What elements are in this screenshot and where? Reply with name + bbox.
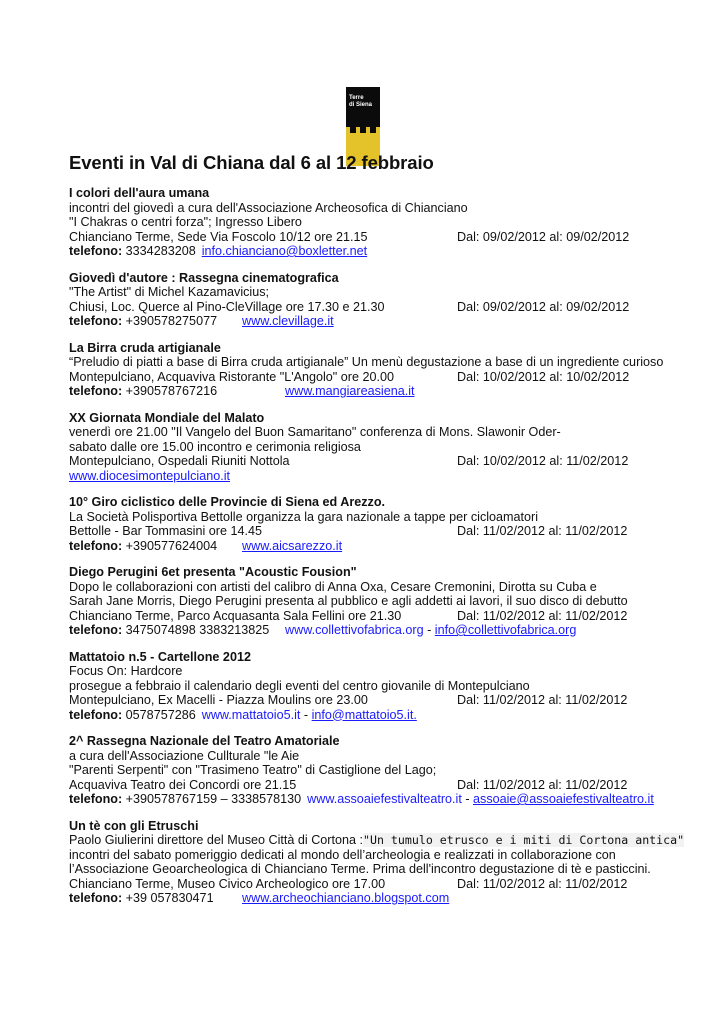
- event-link[interactable]: www.mattatoio5.it: [201, 707, 301, 722]
- event-item: [69, 186, 669, 259]
- event-title: Mattatoio n.5 - Cartellone 2012: [69, 649, 251, 664]
- link-separator: -: [423, 623, 435, 637]
- description-quote: "Un tumulo etrusco e i miti di Cortona antica": [363, 833, 685, 847]
- event-dates: Dal: 11/02/2012 al: 11/02/2012: [457, 777, 628, 792]
- phone-number: 0578757286: [125, 707, 196, 722]
- event-location: Chianciano Terme, Sede Via Foscolo 10/12 ore 21.15: [69, 229, 368, 244]
- event-location: Montepulciano, Ospedali Riuniti Nottola: [69, 454, 290, 468]
- phone-label: telefono:: [69, 623, 123, 637]
- event-location: Montepulciano, Ex Macelli - Piazza Moulins ore 23.00: [69, 693, 368, 707]
- event-description-line: incontri del giovedì a cura dell'Associazione Archeosofica di Chianciano: [69, 200, 468, 215]
- event-item: [69, 411, 669, 484]
- event-contact-line: [69, 314, 669, 329]
- event-description-line: Focus On: Hardcore: [69, 664, 183, 678]
- event-item: [69, 495, 669, 553]
- event-location-line: [69, 609, 669, 624]
- phone-number: +390577624004: [125, 538, 218, 553]
- event-description-line: prosegue a febbraio il calendario degli eventi del centro giovanile di Montepulciano: [69, 678, 530, 693]
- event-description-line: l’Associazione Geoarcheologica di Chianciano Terme. Prima dell'incontro degustazione di tè e pasticcini.: [69, 862, 651, 876]
- event-dates: Dal: 10/02/2012 al: 11/02/2012: [457, 454, 629, 468]
- event-title: XX Giornata Mondiale del Malato: [69, 410, 265, 425]
- event-link[interactable]: assoaie@assoaiefestivalteatro.it: [473, 792, 654, 806]
- event-location: Montepulciano, Acquaviva Ristorante "L'Angolo" ore 20.00: [69, 369, 394, 384]
- event-contact-line: [69, 708, 669, 723]
- event-contact-line: [69, 469, 669, 484]
- phone-label: telefono:: [69, 891, 123, 905]
- phone-number: +390578275077: [125, 314, 218, 328]
- event-dates: Dal: 11/02/2012 al: 11/02/2012: [457, 608, 628, 623]
- event-description-line: [69, 833, 685, 848]
- event-dates: Dal: 09/02/2012 al: 09/02/2012: [457, 229, 630, 244]
- link-separator: -: [300, 707, 312, 722]
- event-description-line: “Preludio di piatti a base di Birra cruda artigianale” Un menù degustazione a base di un ingrediente curioso: [69, 355, 664, 369]
- event-list: [69, 186, 685, 918]
- event-location: Chiusi, Loc. Querce al Pino-CleVillage ore 17.30 e 21.30: [69, 299, 385, 314]
- event-link[interactable]: www.diocesimontepulciano.it: [69, 468, 231, 483]
- event-link[interactable]: info@collettivofabrica.org: [434, 623, 577, 637]
- event-item: [69, 650, 669, 723]
- event-location: Bettolle - Bar Tommasini ore 14.45: [69, 524, 262, 538]
- description-text: Paolo Giulierini direttore del Museo Città di Cortona :: [69, 833, 363, 847]
- event-dates: Dal: 10/02/2012 al: 10/02/2012: [457, 369, 630, 384]
- event-dates: Dal: 09/02/2012 al: 09/02/2012: [457, 299, 630, 314]
- event-link[interactable]: info.chianciano@boxletter.net: [201, 244, 368, 258]
- event-title: 2^ Rassegna Nazionale del Teatro Amatoriale: [69, 734, 340, 748]
- event-link[interactable]: www.assoaiefestivalteatro.it: [307, 792, 462, 806]
- event-location-line: [69, 524, 669, 539]
- event-link[interactable]: www.clevillage.it: [242, 314, 334, 328]
- event-location-line: [69, 877, 669, 892]
- event-title: 10° Giro ciclistico delle Provincie di Siena ed Arezzo.: [69, 495, 386, 509]
- event-description-line: "I Chakras o centri forza"; Ingresso Libero: [69, 215, 302, 229]
- phone-number: +39 057830471: [125, 891, 214, 905]
- event-title: I colori dell'aura umana: [69, 186, 210, 200]
- event-item: [69, 818, 685, 906]
- event-contact-line: [69, 539, 669, 554]
- phone-number: +390578767216: [125, 384, 218, 398]
- event-dates: Dal: 11/02/2012 al: 11/02/2012: [457, 693, 628, 707]
- phone-number: 3475074898 3383213825: [125, 623, 270, 637]
- event-dates: Dal: 11/02/2012 al: 11/02/2012: [457, 524, 628, 538]
- link-separator: -: [461, 792, 474, 806]
- event-contact-line: [69, 891, 669, 906]
- phone-number: 3334283208: [125, 244, 196, 258]
- event-title: La Birra cruda artigianale: [69, 340, 221, 355]
- phone-label: telefono:: [69, 244, 123, 258]
- event-description-line: a cura dell'Associazione Cullturale "le Aie: [69, 748, 300, 763]
- event-contact-line: [69, 384, 669, 399]
- event-description-line: incontri del sabato pomeriggio dedicati al mondo dell’archeologia e realizzati in collaborazione con: [69, 847, 616, 862]
- event-item: [69, 565, 669, 638]
- phone-label: telefono:: [69, 384, 123, 398]
- terre-di-siena-logo: Terre di Siena: [346, 87, 380, 166]
- event-description-line: sabato dalle ore 15.00 incontro e cerimonia religiosa: [69, 439, 361, 454]
- phone-label: telefono:: [69, 538, 123, 553]
- event-description-line: La Società Polisportiva Bettolle organizza la gara nazionale a tappe per cicloamatori: [69, 509, 539, 524]
- event-title: Giovedì d'autore : Rassegna cinematografica: [69, 270, 339, 285]
- event-contact-line: [69, 792, 669, 807]
- event-link[interactable]: www.mangiareasiena.it: [285, 384, 415, 398]
- event-title: Diego Perugini 6et presenta "Acoustic Fousion": [69, 565, 357, 579]
- event-location: Acquaviva Teatro dei Concordi ore 21.15: [69, 777, 297, 792]
- event-description-line: venerdì ore 21.00 "Il Vangelo del Buon Samaritano" conferenza di Mons. Slawonir Oder-: [69, 425, 561, 439]
- event-location-line: [69, 230, 669, 245]
- event-contact-line: [69, 623, 669, 638]
- event-location-line: [69, 300, 669, 315]
- event-location-line: [69, 693, 669, 708]
- phone-label: telefono:: [69, 314, 123, 328]
- event-title: Un tè con gli Etruschi: [69, 818, 199, 833]
- event-dates: Dal: 11/02/2012 al: 11/02/2012: [457, 876, 628, 891]
- event-location: Chianciano Terme, Parco Acquasanta Sala Fellini ore 21.30: [69, 608, 402, 623]
- event-description-line: "The Artist" di Michel Kazamavicius;: [69, 285, 270, 299]
- event-location-line: [69, 778, 669, 793]
- event-links: [285, 623, 576, 638]
- event-description-line: "Parenti Serpenti" con "Trasimeno Teatro" di Castiglione del Lago;: [69, 763, 437, 777]
- event-location-line: [69, 370, 669, 385]
- event-description-line: Dopo le collaborazioni con artisti del calibro di Anna Oxa, Cesare Cremonini, Dirotta su Cuba e: [69, 579, 597, 594]
- event-location: Chianciano Terme, Museo Civico Archeologico ore 17.00: [69, 876, 386, 891]
- event-item: [69, 341, 669, 399]
- phone-label: telefono:: [69, 707, 123, 722]
- phone-label: telefono:: [69, 792, 123, 806]
- event-link[interactable]: www.archeochianciano.blogspot.com: [242, 891, 450, 905]
- event-link[interactable]: www.collettivofabrica.org: [285, 623, 424, 637]
- event-description-line: Sarah Jane Morris, Diego Perugini presenta al pubblico e agli addetti ai lavori, il suo disco di debutto: [69, 594, 628, 608]
- event-item: [69, 271, 669, 329]
- event-link[interactable]: info@mattatoio5.it.: [311, 707, 417, 722]
- page-title: Eventi in Val di Chiana dal 6 al 12 febbraio: [69, 152, 434, 173]
- event-contact-line: [69, 244, 669, 259]
- event-link[interactable]: www.aicsarezzo.it: [242, 538, 343, 553]
- phone-number: +390578767159 – 3338578130: [125, 792, 302, 806]
- event-item: [69, 734, 669, 807]
- event-location-line: [69, 454, 669, 469]
